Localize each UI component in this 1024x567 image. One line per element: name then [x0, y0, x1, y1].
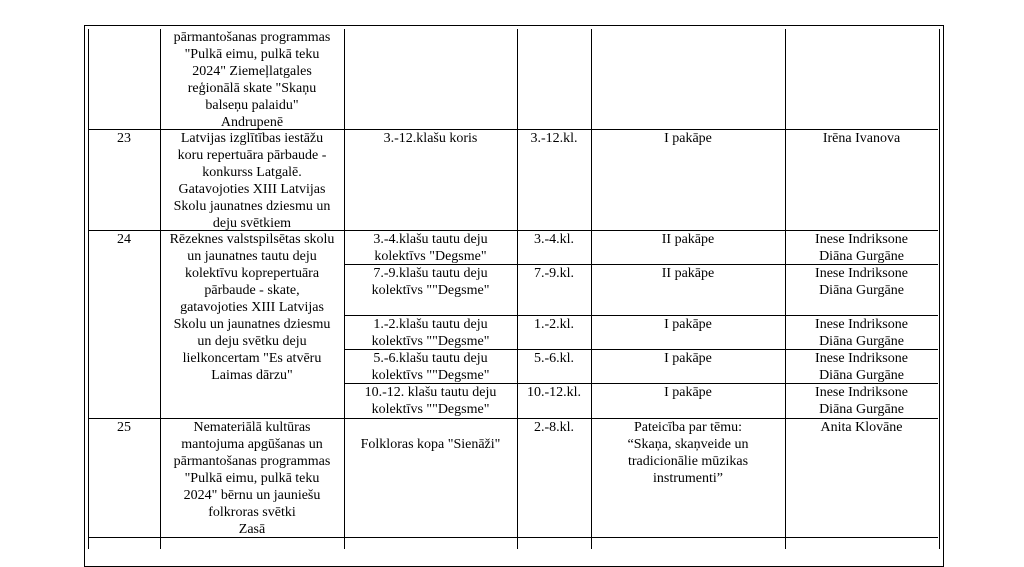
result-cell: II pakāpe — [661, 232, 715, 247]
collective-cell: Folkloras kopa "Sienāži" — [360, 437, 501, 452]
teacher-cell: Inese Indriksone Diāna Gurgāne — [815, 266, 908, 298]
teacher-cell: Inese Indriksone Diāna Gurgāne — [815, 351, 908, 383]
result-cell: I pakāpe — [664, 385, 712, 400]
event-cell: Nemateriālā kultūras mantojuma apgūšanas un pārmantošanas programmas "Pulkā eimu, pulkā teku 2024" bērnu un jauniešu folkroras svētki Zasā — [173, 420, 331, 537]
event-cell: pārmantošanas programmas "Pulkā eimu, pulkā teku 2024" Ziemeļlatgales reģionālā skate "Skaņu balseņu palaidu" Andrupenē — [173, 30, 331, 130]
result-cell: I pakāpe — [664, 317, 712, 332]
result-cell: I pakāpe — [664, 351, 712, 366]
classes-cell: 10.-12.kl. — [526, 385, 582, 400]
event-cell: Latvijas izglītības iestāžu koru repertuāra pārbaude - konkurss Latgalē. Gatavojoties XIII Latvijas Skolu jaunatnes dziesmu un deju svētkiem — [173, 131, 331, 231]
collective-cell: 7.-9.klašu tautu deju kolektīvs ""Degsme" — [371, 266, 490, 298]
teacher-cell: Inese Indriksone Diāna Gurgāne — [815, 385, 908, 417]
collective-cell: 10.-12. klašu tautu deju kolektīvs ""Degsme" — [364, 385, 497, 417]
collective-cell: 3.-4.klašu tautu deju kolektīvs "Degsme" — [373, 232, 488, 264]
classes-cell: 3.-4.kl. — [533, 232, 575, 247]
teacher-cell: Inese Indriksone Diāna Gurgāne — [815, 232, 908, 264]
result-cell: II pakāpe — [661, 266, 715, 281]
teacher-cell: Anita Klovāne — [820, 420, 903, 435]
teacher-cell: Irēna Ivanova — [822, 131, 901, 146]
column-divider — [517, 29, 518, 549]
classes-cell: 5.-6.kl. — [533, 351, 575, 366]
collective-cell: 5.-6.klašu tautu deju kolektīvs ""Degsme" — [371, 351, 490, 383]
classes-cell: 1.-2.kl. — [533, 317, 575, 332]
classes-cell: 7.-9.kl. — [533, 266, 575, 281]
row-number: 24 — [117, 232, 131, 247]
classes-cell: 2.-8.kl. — [533, 420, 575, 435]
event-cell: Rēzeknes valstspilsētas skolu un jaunatnes tautu deju kolektīvu koprepertuāra pārbaude - skate, gatavojoties XIII Latvijas Skolu un jaunatnes dziesmu un deju svētku deju lielkoncertam "Es atvēru Laimas dārzu" — [169, 232, 335, 383]
result-cell: I pakāpe — [664, 131, 712, 146]
collective-cell: 3.-12.klašu koris — [383, 131, 478, 146]
collective-cell: 1.-2.klašu tautu deju kolektīvs ""Degsme" — [371, 317, 490, 349]
teacher-cell: Inese Indriksone Diāna Gurgāne — [815, 317, 908, 349]
row-number: 25 — [117, 420, 131, 435]
classes-cell: 3.-12.kl. — [530, 131, 578, 146]
result-cell: Pateicība par tēmu: “Skaņa, skaņveide un tradicionālie mūzikas instrumenti” — [627, 420, 749, 486]
row-number: 23 — [117, 131, 131, 146]
